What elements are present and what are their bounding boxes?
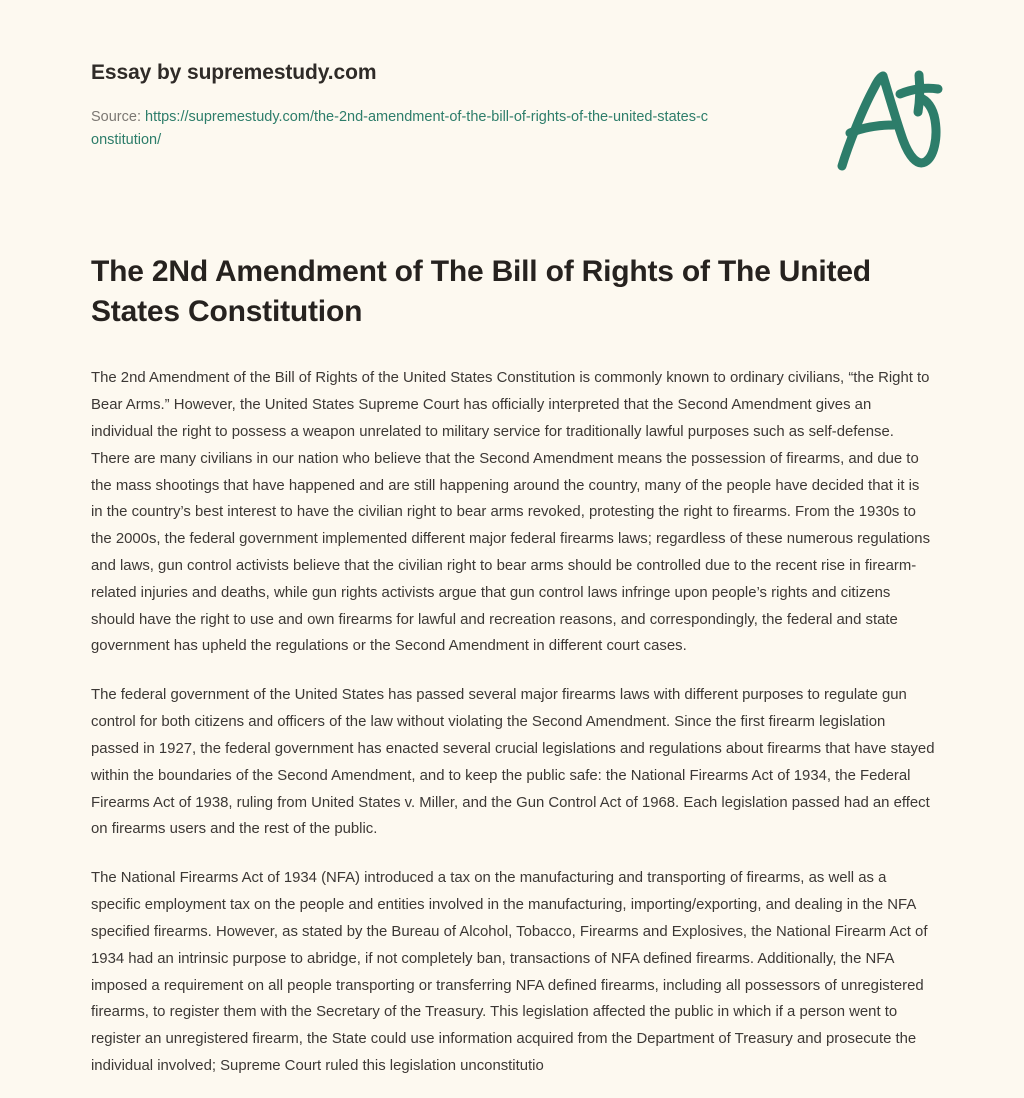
article	[91, 252, 935, 1080]
page-title: The 2Nd Amendment of The Bill of Rights of The United States Constitution	[91, 255, 871, 328]
a-plus-logo-icon	[828, 62, 948, 180]
article-body	[91, 365, 935, 1080]
source-label: Source:	[91, 109, 145, 126]
article-paragraph: The federal government of the United States has passed several major firearms laws with different purposes to regulate gun control for both citizens and officers of the law without violating the Second Amendment. Since the first firearm legislation passed in 1927, the federal government has enacted several crucial legislations and regulations about firearms that have stayed within the boundaries of the Second Amendment, and to keep the public safe: the National Firearms Act of 1934, the Federal Firearms Act of 1938, ruling from United States v. Miller, and the Gun Control Act of 1968. Each legislation passed had an effect on firearms users and the rest of the public.	[91, 687, 935, 838]
essay-byline: Essay by supremestudy.com	[91, 61, 377, 84]
article-paragraph: The National Firearms Act of 1934 (NFA) introduced a tax on the manufacturing and transporting of firearms, as well as a specific employment tax on the people and entities involved in the manufacturing, importing/exporting, and dealing in the NFA specified firearms. However, as stated by the Bureau of Alcohol, Tobacco, Firearms and Explosives, the National Firearm Act of 1934 had an intrinsic purpose to abridge, if not completely ban, transactions of NFA defined firearms. Additionally, the NFA imposed a requirement on all people transporting or transferring NFA defined firearms, including all possessors of unregistered firearms, to register them with the Secretary of the Treasury. This legislation affected the public in which if a person went to register an unregistered firearm, the State could use information acquired from the Department of Treasury and prosecute the individual involved; Supreme Court ruled this legislation unconstitutio	[91, 870, 928, 1075]
source-url-link[interactable]: https://supremestudy.com/the-2nd-amendment-of-the-bill-of-rights-of-the-united-states-constitution/	[91, 109, 709, 148]
source-line	[91, 106, 711, 151]
a-plus-logo	[828, 62, 948, 180]
page-header	[91, 60, 935, 151]
article-paragraph: The 2nd Amendment of the Bill of Rights of the United States Constitution is commonly known to ordinary civilians, “the Right to Bear Arms.” However, the United States Supreme Court has officially interpreted that the Second Amendment gives an individual the right to possess a weapon unrelated to military service for traditionally lawful purposes such as self-defense. There are many civilians in our nation who believe that the Second Amendment means the possession of firearms, and due to the mass shootings that have happened and are still happening around the country, many of the people have decided that it is in the country’s best interest to have the civilian right to bear arms revoked, protesting the right to firearms. From the 1930s to the 2000s, the federal government implemented different major federal firearms laws; regardless of these numerous regulations and laws, gun control activists believe that the civilian right to bear arms should be controlled due to the recent rise in firearm-related injuries and deaths, while gun rights activists argue that gun control laws infringe upon people’s rights and citizens should have the right to use and own firearms for lawful and recreation reasons, and correspondingly, the federal and state government has upheld the regulations or the Second Amendment in different court cases.	[91, 370, 931, 655]
